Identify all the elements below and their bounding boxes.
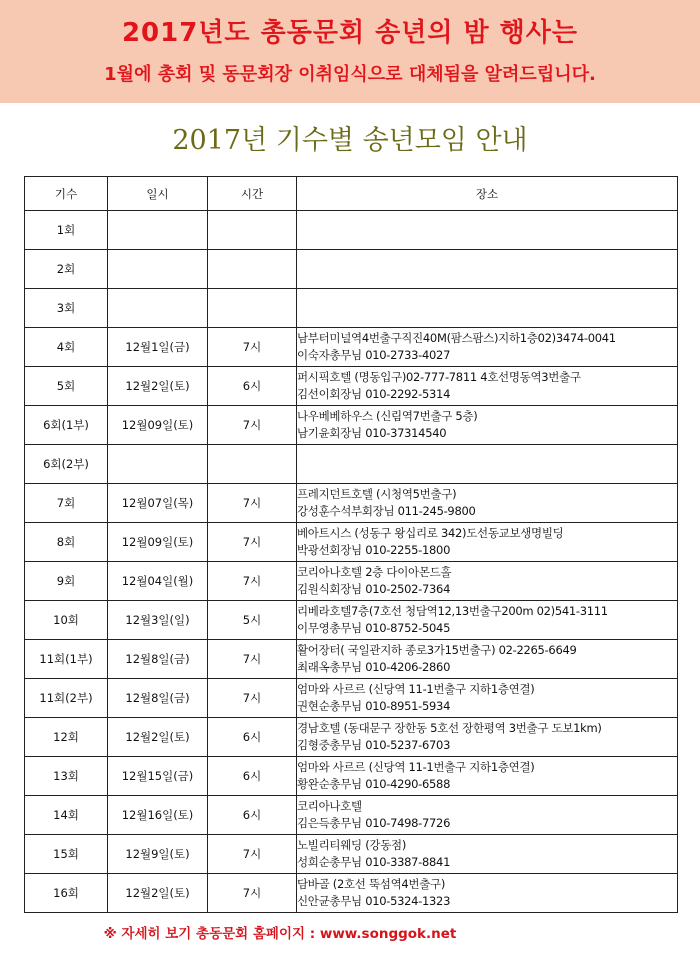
header-time: 시간 [208, 177, 297, 211]
cell-date: 12월8일(금) [108, 640, 208, 679]
place-contact: 이무영총무님 010-8752-5045 [297, 621, 451, 635]
cell-place [297, 250, 678, 289]
cell-time: 7시 [208, 406, 297, 445]
cell-gisu: 6회(2부) [25, 445, 108, 484]
cell-date: 12월15일(금) [108, 757, 208, 796]
place-venue: 코리아나호텔 2층 다이아몬드홀 [297, 565, 452, 579]
cell-place [297, 796, 678, 835]
table-row [25, 679, 678, 718]
cell-place [297, 211, 678, 250]
cell-time: 7시 [208, 679, 297, 718]
table-row [25, 445, 678, 484]
place-contact: 김형중총무님 010-5237-6703 [297, 738, 451, 752]
page-title: 2017년 기수별 송년모임 안내 [172, 125, 528, 156]
cell-date: 12월2일(토) [108, 874, 208, 913]
place-venue: 노빌리티웨딩 (강동점) [297, 838, 407, 852]
table-row [25, 367, 678, 406]
table-row [25, 796, 678, 835]
table-row [25, 640, 678, 679]
banner-headline: 2017년도 총동문회 송년의 밤 행사는 [121, 18, 579, 48]
place-contact: 김원식회장님 010-2502-7364 [297, 582, 451, 596]
cell-date: 12월09일(토) [108, 406, 208, 445]
cell-gisu: 6회(1부) [25, 406, 108, 445]
cell-time: 7시 [208, 835, 297, 874]
table-row [25, 718, 678, 757]
cell-gisu: 11회(1부) [25, 640, 108, 679]
cell-date: 12월2일(토) [108, 718, 208, 757]
cell-gisu: 4회 [25, 328, 108, 367]
place-contact: 강성훈수석부회장님 011-245-9800 [297, 504, 476, 518]
table-row [25, 250, 678, 289]
cell-gisu: 7회 [25, 484, 108, 523]
place-venue: 코리아나호텔 [297, 799, 362, 813]
table-row [25, 835, 678, 874]
cell-time [208, 289, 297, 328]
place-venue: 남부터미널역4번출구직진40M(팜스팜스)지하1층02)3474-0041 [297, 331, 616, 345]
table-row [25, 328, 678, 367]
table-row [25, 757, 678, 796]
cell-place [297, 289, 678, 328]
place-contact: 김선이회장님 010-2292-5314 [297, 387, 451, 401]
footer-note: ※ 자세히 보기 총동문회 홈페이지 : www.songgok.net [103, 926, 457, 942]
place-venue: 프레지던트호텔 (시청역5번출구) [297, 487, 457, 501]
cell-date [108, 211, 208, 250]
cell-time: 7시 [208, 484, 297, 523]
place-venue: 담바골 (2호선 뚝섬역4번출구) [297, 877, 446, 891]
cell-time: 6시 [208, 718, 297, 757]
cell-place [297, 406, 678, 445]
cell-gisu: 13회 [25, 757, 108, 796]
cell-gisu: 1회 [25, 211, 108, 250]
header-gisu: 기수 [25, 177, 108, 211]
cell-gisu: 10회 [25, 601, 108, 640]
schedule-table [24, 176, 678, 913]
cell-place [297, 367, 678, 406]
place-venue: 리베라호텔7층(7호선 청담역12,13번출구200m 02)541-3111 [297, 604, 608, 618]
cell-date: 12월09일(토) [108, 523, 208, 562]
cell-place [297, 757, 678, 796]
cell-date: 12월8일(금) [108, 679, 208, 718]
cell-time [208, 445, 297, 484]
cell-time: 7시 [208, 874, 297, 913]
cell-place [297, 328, 678, 367]
cell-date: 12월04일(월) [108, 562, 208, 601]
place-contact: 김은득총무님 010-7498-7726 [297, 816, 451, 830]
table-row [25, 601, 678, 640]
cell-time: 7시 [208, 523, 297, 562]
cell-gisu: 8회 [25, 523, 108, 562]
cell-place [297, 445, 678, 484]
cell-time [208, 250, 297, 289]
place-contact: 성희순총무님 010-3387-8841 [297, 855, 451, 869]
cell-place [297, 718, 678, 757]
place-contact: 최래옥총무님 010-4206-2860 [297, 660, 451, 674]
cell-place [297, 562, 678, 601]
cell-place [297, 679, 678, 718]
cell-gisu: 14회 [25, 796, 108, 835]
cell-gisu: 11회(2부) [25, 679, 108, 718]
notice-banner [0, 0, 700, 103]
cell-date: 12월3일(일) [108, 601, 208, 640]
cell-date: 12월9일(토) [108, 835, 208, 874]
place-contact: 박광선회장님 010-2255-1800 [297, 543, 451, 557]
cell-gisu: 5회 [25, 367, 108, 406]
cell-gisu: 15회 [25, 835, 108, 874]
place-venue: 엄마와 사르르 (신당역 11-1번출구 지하1층연결) [297, 682, 535, 696]
place-contact: 권현순총무님 010-8951-5934 [297, 699, 451, 713]
cell-time: 7시 [208, 562, 297, 601]
header-place: 장소 [297, 177, 678, 211]
table-row [25, 211, 678, 250]
place-contact: 남기윤회장님 010-37314540 [297, 426, 447, 440]
cell-gisu: 2회 [25, 250, 108, 289]
cell-place [297, 484, 678, 523]
cell-date: 12월16일(토) [108, 796, 208, 835]
place-contact: 황완순총무님 010-4290-6588 [297, 777, 451, 791]
cell-time: 7시 [208, 640, 297, 679]
header-date: 일시 [108, 177, 208, 211]
table-row [25, 484, 678, 523]
cell-place [297, 523, 678, 562]
table-row [25, 406, 678, 445]
cell-gisu: 3회 [25, 289, 108, 328]
cell-date [108, 250, 208, 289]
cell-place [297, 874, 678, 913]
cell-gisu: 16회 [25, 874, 108, 913]
cell-date: 12월1일(금) [108, 328, 208, 367]
place-venue: 활어장터( 국일관지하 종로3가15번출구) 02-2265-6649 [297, 643, 577, 657]
cell-date: 12월07일(목) [108, 484, 208, 523]
cell-gisu: 9회 [25, 562, 108, 601]
place-contact: 신안균총무님 010-5324-1323 [297, 894, 451, 908]
banner-subline: 1월에 총회 및 동문회장 이취임식으로 대체됨을 알려드립니다. [104, 64, 596, 85]
cell-place [297, 835, 678, 874]
cell-time: 6시 [208, 757, 297, 796]
cell-time: 6시 [208, 367, 297, 406]
cell-time: 5시 [208, 601, 297, 640]
cell-place [297, 601, 678, 640]
cell-gisu: 12회 [25, 718, 108, 757]
place-venue: 경남호텔 (동대문구 장한동 5호선 장한평역 3번출구 도보1km) [297, 721, 602, 735]
table-row [25, 874, 678, 913]
cell-time: 7시 [208, 328, 297, 367]
cell-place [297, 640, 678, 679]
cell-date [108, 445, 208, 484]
place-contact: 이숙자총무님 010-2733-4027 [297, 348, 451, 362]
place-venue: 퍼시픽호텔 (명동입구)02-777-7811 4호선명동역3번출구 [297, 370, 581, 384]
cell-time [208, 211, 297, 250]
table-header-row [25, 177, 678, 211]
place-venue: 나우베베하우스 (신림역7번출구 5층) [297, 409, 478, 423]
cell-date [108, 289, 208, 328]
table-row [25, 562, 678, 601]
cell-time: 6시 [208, 796, 297, 835]
table-row [25, 289, 678, 328]
table-row [25, 523, 678, 562]
place-venue: 엄마와 사르르 (신당역 11-1번출구 지하1층연결) [297, 760, 535, 774]
cell-date: 12월2일(토) [108, 367, 208, 406]
place-venue: 베아트시스 (성동구 왕십리로 342)도선동교보생명빌딩 [297, 526, 564, 540]
